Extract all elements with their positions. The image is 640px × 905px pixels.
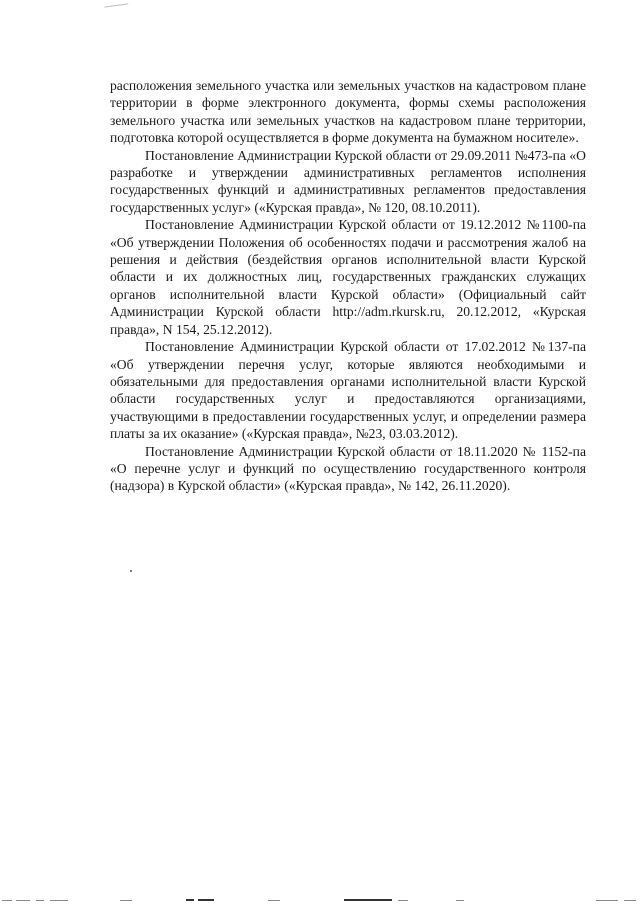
scan-dash — [624, 900, 636, 901]
document-body — [110, 77, 586, 495]
scan-dash — [120, 900, 132, 901]
scan-corner-mark — [104, 0, 129, 8]
scan-dash — [2, 900, 12, 901]
paragraph-decree-137: Постановление Администрации Курской области от 17.02.2012 №137-па «Об утверждении перечня услуг, которые являются необходимыми и обязательными для предоставления органами исполнительной власти Курской области государственных услуг и предоставляются организациями, участвующими в предоставлении государственных услуг, и определении размера платы за их оказание» («Курская правда», №23, 03.03.2012). — [110, 339, 586, 442]
paragraph-decree-473: Постановление Администрации Курской области от 29.09.2011 №473-па «О разработке и утверждении административных регламентов исполнения государственных функций и административных регламентов предоставления государственных услуг» («Курская правда», № 120, 08.10.2011). — [110, 147, 586, 215]
scan-dash — [456, 900, 464, 901]
paragraph-decree-1152: Постановление Администрации Курской области от 18.11.2020 № 1152-па «О перечне услуг и функций по осуществлению государственного контроля (надзора) в Курской области» («Курская правда», № 142, 26.11.2020). — [110, 443, 586, 494]
scan-dash — [50, 900, 68, 901]
scan-dash — [344, 899, 392, 901]
scan-dash — [398, 900, 408, 901]
scan-dash — [186, 899, 194, 901]
scan-dash — [198, 899, 214, 901]
paragraph-decree-1100: Постановление Администрации Курской области от 19.12.2012 №1100-па «Об утверждении Положения об особенностях подачи и рассмотрения жалоб на решения и действия (бездействия органов исполнительной власти Курской области и их должностных лиц, государственных гражданских служащих органов исполнительной власти Курской области» (Официальный сайт Администрации Курской области http://adm.rkursk.ru, 20.12.2012, «Курская правда», N 154, 25.12.2012). — [110, 217, 586, 337]
scan-dash — [268, 900, 280, 901]
scan-dash — [596, 900, 618, 901]
scan-speck — [130, 570, 132, 572]
scan-bottom-edge — [0, 896, 640, 905]
scan-dash — [16, 900, 30, 901]
paragraph-continuation: расположения земельного участка или земельных участков на кадастровом плане территории в форме электронного документа, формы схемы расположения земельного участка или земельных участков на кадастровом плане территории, подготовка которой осуществляется в форме документа на бумажном носителе». — [110, 78, 586, 146]
scan-dash — [36, 900, 44, 901]
